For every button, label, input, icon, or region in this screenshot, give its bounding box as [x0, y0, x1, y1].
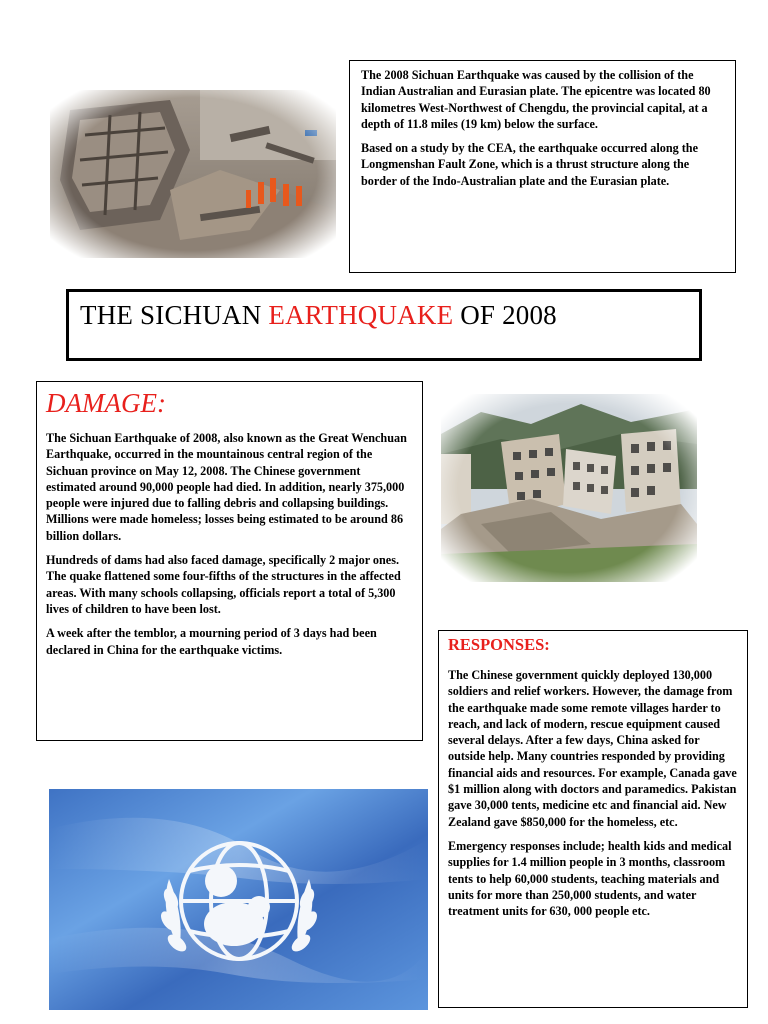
responses-heading: RESPONSES:	[448, 635, 550, 654]
damage-box	[36, 381, 423, 741]
title-highlight: EARTHQUAKE	[268, 300, 454, 330]
page-title	[80, 299, 699, 331]
intro-text-box	[349, 60, 736, 273]
rubble-rescue-photo	[50, 90, 336, 258]
damage-heading: DAMAGE:	[46, 388, 166, 418]
responses-box	[438, 630, 748, 1008]
collapsed-buildings-photo	[441, 394, 697, 582]
intro-paragraph-2: Based on a study by the CEA, the earthquake occurred along the Longmenshan Fault Zone, which is a thrust structure along the border of the Indo-Australian plate and the Eurasian plate.	[361, 141, 698, 188]
responses-paragraph-2: Emergency responses include; health kids and medical supplies for 1.4 million people in 3 months, classroom tents to help 60,000 students, teaching materials and units for more than 250,000 students, and water treatment units for 630, 000 people etc.	[448, 838, 732, 919]
title-part-1: THE SICHUAN	[80, 300, 269, 330]
responses-paragraph-1: The Chinese government quickly deployed 130,000 soldiers and relief workers. However, the damage from the earthquake made some remote villages harder to reach, and lack of modern, rescue equipment caused several delays. After a few days, China asked for outside help. Many countries responded by providing financial aids and resources. For example, Canada gave $1 million along with doctors and paramedics. Pakistan gave 30,000 tents, medicine etc and financial aid. New Zealand gave $850,000 for the homeless, etc.	[448, 668, 737, 829]
title-part-2: OF 2008	[453, 300, 557, 330]
damage-paragraph-2: Hundreds of dams had also faced damage, specifically 2 major ones. The quake flattened some four-fifths of the structures in the affected areas. With many schools collapsing, officials report a total of 5,300 lives of children to have been lost.	[46, 553, 401, 616]
damage-paragraph-3: A week after the temblor, a mourning period of 3 days had been declared in China for the earthquake victims.	[46, 626, 377, 657]
title-box	[66, 289, 702, 361]
unicef-flag-image	[49, 789, 428, 1010]
damage-paragraph-1: The Sichuan Earthquake of 2008, also known as the Great Wenchuan Earthquake, occurred in the mountainous central region of the Sichuan province on May 12, 2008. The Chinese government estimated around 90,000 people had died. In addition, nearly 375,000 people were injured due to falling debris and collapsing buildings. Millions were made homeless; losses being estimated to be around 86 billion dollars.	[46, 431, 407, 543]
intro-paragraph-1: The 2008 Sichuan Earthquake was caused by the collision of the Indian Australian and Eurasian plate. The epicentre was located 80 kilometres West-Northwest of Chengdu, the provincial capital, at a depth of 11.8 miles (19 km) below the surface.	[361, 68, 711, 131]
